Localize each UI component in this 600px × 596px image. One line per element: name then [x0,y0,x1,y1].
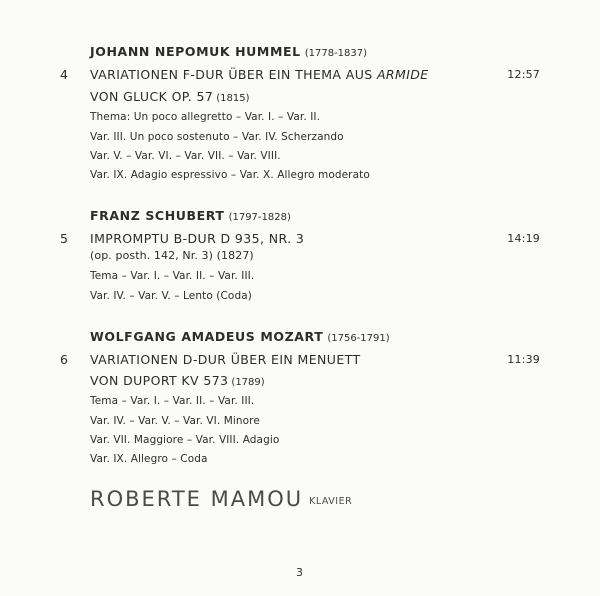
work-title-line2 [90,89,250,104]
movement-line: Var. V. – Var. VI. – Var. VII. – Var. VIII. [90,150,281,162]
composer-dates: (1797-1828) [228,212,291,223]
work-title-line1: IMPROMPTU B-DUR D 935, NR. 3 [90,231,305,246]
work-title-line2 [90,373,265,388]
movement-line: Var. IV. – Var. V. – Var. VI. Minore [90,415,260,427]
composer-name: JOHANN NEPOMUK HUMMEL [90,44,301,59]
movement-line: Tema – Var. I. – Var. II. – Var. III. [90,270,255,282]
page-number: 3 [296,566,303,579]
movement-line: Var. III. Un poco sostenuto – Var. IV. Scherzando [90,131,344,143]
work-subtitle: (op. posth. 142, Nr. 3) (1827) [90,249,254,262]
track-number: 4 [60,67,68,82]
movement-line: Tema – Var. I. – Var. II. – Var. III. [90,395,255,407]
performer-name: ROBERTE MAMOU [90,487,304,511]
movement-line: Var. IV. – Var. V. – Lento (Coda) [90,290,252,302]
track-duration: 12:57 [507,68,540,81]
movement-line: Var. VII. Maggiore – Var. VIII. Adagio [90,434,280,446]
composer-name: WOLFGANG AMADEUS MOZART [90,329,324,344]
performer-instrument: KLAVIER [309,496,353,507]
composer-heading [90,329,390,344]
track-duration: 14:19 [507,232,540,245]
work-year: (1815) [216,93,250,104]
work-title-text: VARIATIONEN F-DUR ÜBER EIN THEMA AUS [90,67,377,82]
movement-line: Thema: Un poco allegretto – Var. I. – Var. II. [90,111,321,123]
work-title-text: VON DUPORT KV 573 [90,373,229,388]
composer-heading [90,208,291,223]
work-year: (1789) [231,377,265,388]
work-title-line1: VARIATIONEN D-DUR ÜBER EIN MENUETT [90,352,361,367]
work-title-italic: ARMIDE [376,67,429,82]
composer-dates: (1756-1791) [327,333,390,344]
performer-credit [90,487,352,511]
movement-line: Var. IX. Adagio espressivo – Var. X. Allegro moderato [90,169,370,181]
composer-name: FRANZ SCHUBERT [90,208,225,223]
composer-heading [90,44,367,59]
work-title-line1 [90,67,429,82]
track-number: 5 [60,231,68,246]
track-number: 6 [60,352,68,367]
track-duration: 11:39 [507,353,540,366]
work-title-text: VON GLUCK OP. 57 [90,89,214,104]
movement-line: Var. IX. Allegro – Coda [90,453,208,465]
composer-dates: (1778-1837) [304,48,368,59]
